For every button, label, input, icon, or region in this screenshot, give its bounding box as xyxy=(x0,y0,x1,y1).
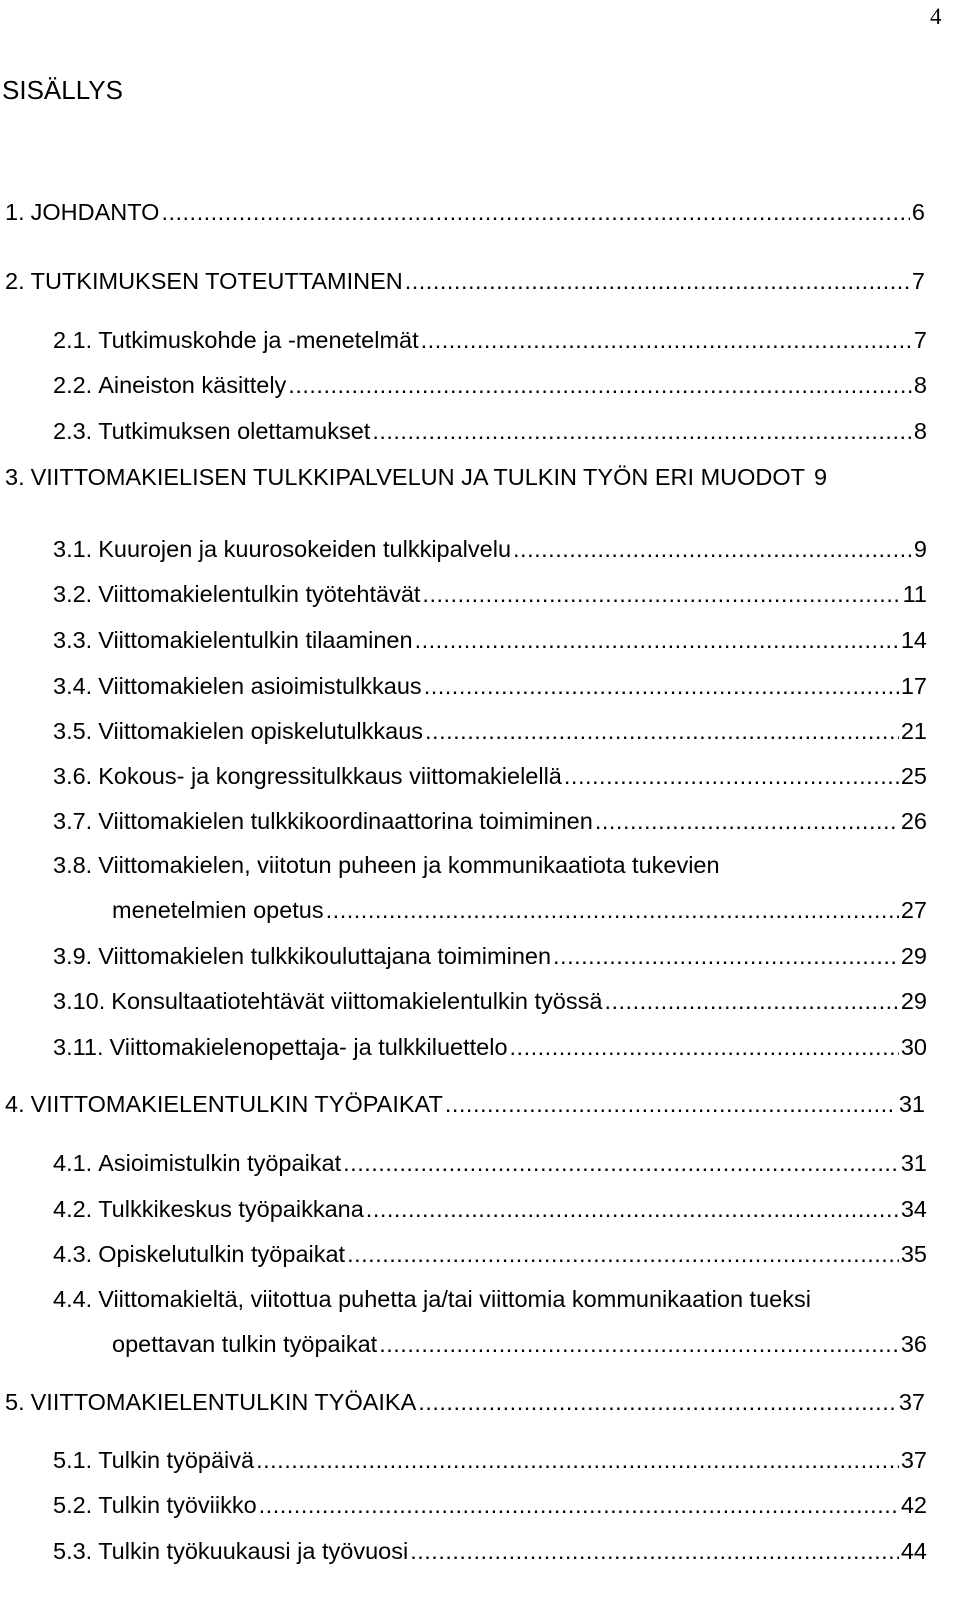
toc-entry-label: JOHDANTO xyxy=(30,199,160,225)
toc-entry[interactable] xyxy=(5,195,925,229)
toc-entry-label: Kokous- ja kongressitulkkaus viittomakielellä xyxy=(98,763,562,789)
toc-entry-page: 29 xyxy=(900,943,927,969)
toc-entry-page: 9 xyxy=(913,536,927,562)
dot-leader xyxy=(422,577,900,611)
toc-entry-page: 26 xyxy=(900,808,927,834)
toc-entry-number: 3. xyxy=(5,464,25,490)
toc-entry-page: 9 xyxy=(814,464,828,490)
toc-entry-number: 3.10. xyxy=(53,988,106,1014)
dot-leader xyxy=(161,195,909,229)
toc-entry-number: 3.4. xyxy=(53,673,93,699)
toc-entry-number: 4.1. xyxy=(53,1150,93,1176)
toc-entry-label: Viittomakielen tulkkikoordinaattorina toimiminen xyxy=(98,808,593,834)
toc-entry[interactable] xyxy=(53,714,927,748)
toc-entry-page: 31 xyxy=(900,1150,927,1176)
dot-leader xyxy=(604,984,898,1018)
toc-entry-label: Tulkin työviikko xyxy=(98,1492,257,1518)
page-number: 4 xyxy=(930,4,942,29)
toc-entry-page: 30 xyxy=(900,1034,927,1060)
dot-leader xyxy=(288,368,912,402)
toc-entry-number: 3.7. xyxy=(53,808,93,834)
toc-entry-label: VIITTOMAKIELISEN TULKKIPALVELUN JA TULKIN TYÖN ERI MUODOT xyxy=(30,464,805,490)
toc-entry[interactable] xyxy=(53,848,927,882)
toc-entry[interactable] xyxy=(53,939,927,973)
toc-entry-label: Viittomakielenopettaja- ja tulkkiluettelo xyxy=(109,1034,508,1060)
toc-entry-page: 27 xyxy=(900,897,927,923)
toc-entry-page: 8 xyxy=(913,418,927,444)
dot-leader xyxy=(326,893,899,927)
toc-entry-label: Tutkimuksen olettamukset xyxy=(98,418,371,444)
toc-entry-number: 4.3. xyxy=(53,1241,93,1267)
toc-entry-page: 35 xyxy=(900,1241,927,1267)
toc-title: SISÄLLYS xyxy=(2,75,123,105)
toc-entry-number: 3.3. xyxy=(53,627,93,653)
dot-leader xyxy=(410,1534,899,1568)
toc-entry[interactable] xyxy=(53,577,927,611)
toc-entry-label: Konsultaatiotehtävät viittomakielentulkin työssä xyxy=(111,988,603,1014)
toc-entry-number: 3.9. xyxy=(53,943,93,969)
toc-entry-page: 29 xyxy=(900,988,927,1014)
toc-entry-page: 8 xyxy=(913,372,927,398)
toc-entry-number: 2.2. xyxy=(53,372,93,398)
toc-entry-page: 36 xyxy=(900,1331,927,1357)
toc-entry-label: Asioimistulkin työpaikat xyxy=(98,1150,342,1176)
toc-entry[interactable] xyxy=(5,1385,925,1419)
dot-leader xyxy=(372,414,912,448)
toc-entry[interactable] xyxy=(53,1146,927,1180)
toc-entry-number: 5.1. xyxy=(53,1447,93,1473)
toc-entry[interactable] xyxy=(5,460,925,494)
toc-entry[interactable] xyxy=(53,323,927,357)
toc-entry-continuation[interactable] xyxy=(112,1327,927,1361)
toc-entry-number: 3.1. xyxy=(53,536,93,562)
dot-leader xyxy=(259,1488,899,1522)
dot-leader xyxy=(445,1087,897,1121)
toc-entry[interactable] xyxy=(53,1237,927,1271)
toc-entry[interactable] xyxy=(53,532,927,566)
dot-leader xyxy=(366,1192,899,1226)
toc-entry-page: 44 xyxy=(900,1538,927,1564)
toc-entry-label: Kuurojen ja kuurosokeiden tulkkipalvelu xyxy=(98,536,512,562)
toc-entry[interactable] xyxy=(53,1488,927,1522)
toc-entry-page: 14 xyxy=(900,627,927,653)
toc-entry-number: 3.8. xyxy=(53,852,93,878)
toc-entry-number: 5.2. xyxy=(53,1492,93,1518)
toc-entry-number: 5.3. xyxy=(53,1538,93,1564)
toc-entry-label: Viittomakielentulkin työtehtävät xyxy=(98,581,421,607)
toc-entry-page: 37 xyxy=(898,1389,925,1415)
toc-entry[interactable] xyxy=(53,804,927,838)
toc-entry[interactable] xyxy=(53,368,927,402)
toc-entry-label: VIITTOMAKIELENTULKIN TYÖPAIKAT xyxy=(30,1091,443,1117)
toc-entry[interactable] xyxy=(53,623,927,657)
dot-leader xyxy=(415,623,899,657)
toc-entry-label: Viittomakieltä, viitottua puhetta ja/tai viittomia kommunikaation tueksi xyxy=(98,1286,811,1312)
toc-entry-label-continuation: opettavan tulkin työpaikat xyxy=(112,1331,378,1357)
toc-entry-number: 3.6. xyxy=(53,763,93,789)
toc-entry-page: 6 xyxy=(911,199,925,225)
dot-leader xyxy=(421,323,912,357)
dot-leader xyxy=(256,1443,899,1477)
toc-entry-page: 11 xyxy=(902,581,927,607)
toc-entry-label: Aineiston käsittely xyxy=(98,372,287,398)
toc-entry-continuation[interactable] xyxy=(112,893,927,927)
toc-entry-number: 3.11. xyxy=(53,1034,104,1060)
toc-entry-number: 3.2. xyxy=(53,581,93,607)
toc-entry-number: 1. xyxy=(5,199,25,225)
toc-entry-label: Tutkimuskohde ja -menetelmät xyxy=(98,327,419,353)
toc-entry-number: 2.3. xyxy=(53,418,93,444)
toc-entry[interactable] xyxy=(53,1192,927,1226)
toc-entry-number: 4.4. xyxy=(53,1286,93,1312)
toc-entry-label: Tulkin työpäivä xyxy=(98,1447,255,1473)
dot-leader xyxy=(510,1030,899,1064)
toc-entry[interactable] xyxy=(53,669,927,703)
toc-entry-label: Viittomakielen tulkkikouluttajana toimiminen xyxy=(98,943,552,969)
toc-entry[interactable] xyxy=(5,264,925,298)
toc-entry-number: 5. xyxy=(5,1389,25,1415)
dot-leader xyxy=(553,939,899,973)
toc-entry[interactable] xyxy=(53,1443,927,1477)
toc-entry-page: 42 xyxy=(900,1492,927,1518)
toc-entry-page: 7 xyxy=(913,327,927,353)
toc-entry-number: 3.5. xyxy=(53,718,93,744)
dot-leader xyxy=(347,1237,899,1271)
toc-entry-page: 34 xyxy=(900,1196,927,1222)
toc-entry-page: 25 xyxy=(900,763,927,789)
toc-entry[interactable] xyxy=(53,1282,927,1316)
toc-entry-label: Viittomakielen opiskelutulkkaus xyxy=(98,718,424,744)
toc-entry-label: Viittomakielentulkin tilaaminen xyxy=(98,627,413,653)
dot-leader xyxy=(595,804,899,838)
toc-entry-number: 4. xyxy=(5,1091,25,1117)
toc-entry-label: Opiskelutulkin työpaikat xyxy=(98,1241,346,1267)
toc-entry[interactable] xyxy=(5,1087,925,1121)
toc-entry-number: 2.1. xyxy=(53,327,93,353)
toc-entry[interactable] xyxy=(53,414,927,448)
dot-leader xyxy=(405,264,910,298)
toc-entry-label: Tulkin työkuukausi ja työvuosi xyxy=(98,1538,409,1564)
toc-entry-label: Viittomakielen asioimistulkkaus xyxy=(98,673,422,699)
dot-leader xyxy=(513,532,912,566)
toc-entry-page: 21 xyxy=(900,718,927,744)
toc-entry[interactable] xyxy=(53,1534,927,1568)
toc-entry-number: 2. xyxy=(5,268,25,294)
toc-entry-label: VIITTOMAKIELENTULKIN TYÖAIKA xyxy=(30,1389,417,1415)
dot-leader xyxy=(379,1327,899,1361)
toc-entry-number: 4.2. xyxy=(53,1196,93,1222)
toc-entry-page: 7 xyxy=(911,268,925,294)
toc-entry[interactable] xyxy=(53,759,927,793)
toc-entry[interactable] xyxy=(53,984,927,1018)
dot-leader xyxy=(343,1146,899,1180)
toc-entry-label: Viittomakielen, viitotun puheen ja kommunikaatiota tukevien xyxy=(98,852,720,878)
toc-entry-label: TUTKIMUKSEN TOTEUTTAMINEN xyxy=(30,268,403,294)
dot-leader xyxy=(418,1385,897,1419)
toc-entry-page: 17 xyxy=(900,673,927,699)
dot-leader xyxy=(425,714,899,748)
toc-entry-label: Tulkkikeskus työpaikkana xyxy=(98,1196,364,1222)
dot-leader xyxy=(424,669,899,703)
dot-leader xyxy=(564,759,899,793)
toc-entry-page: 37 xyxy=(900,1447,927,1473)
toc-entry[interactable] xyxy=(53,1030,927,1064)
toc-entry-page: 31 xyxy=(898,1091,925,1117)
toc-entry-label-continuation: menetelmien opetus xyxy=(112,897,324,923)
